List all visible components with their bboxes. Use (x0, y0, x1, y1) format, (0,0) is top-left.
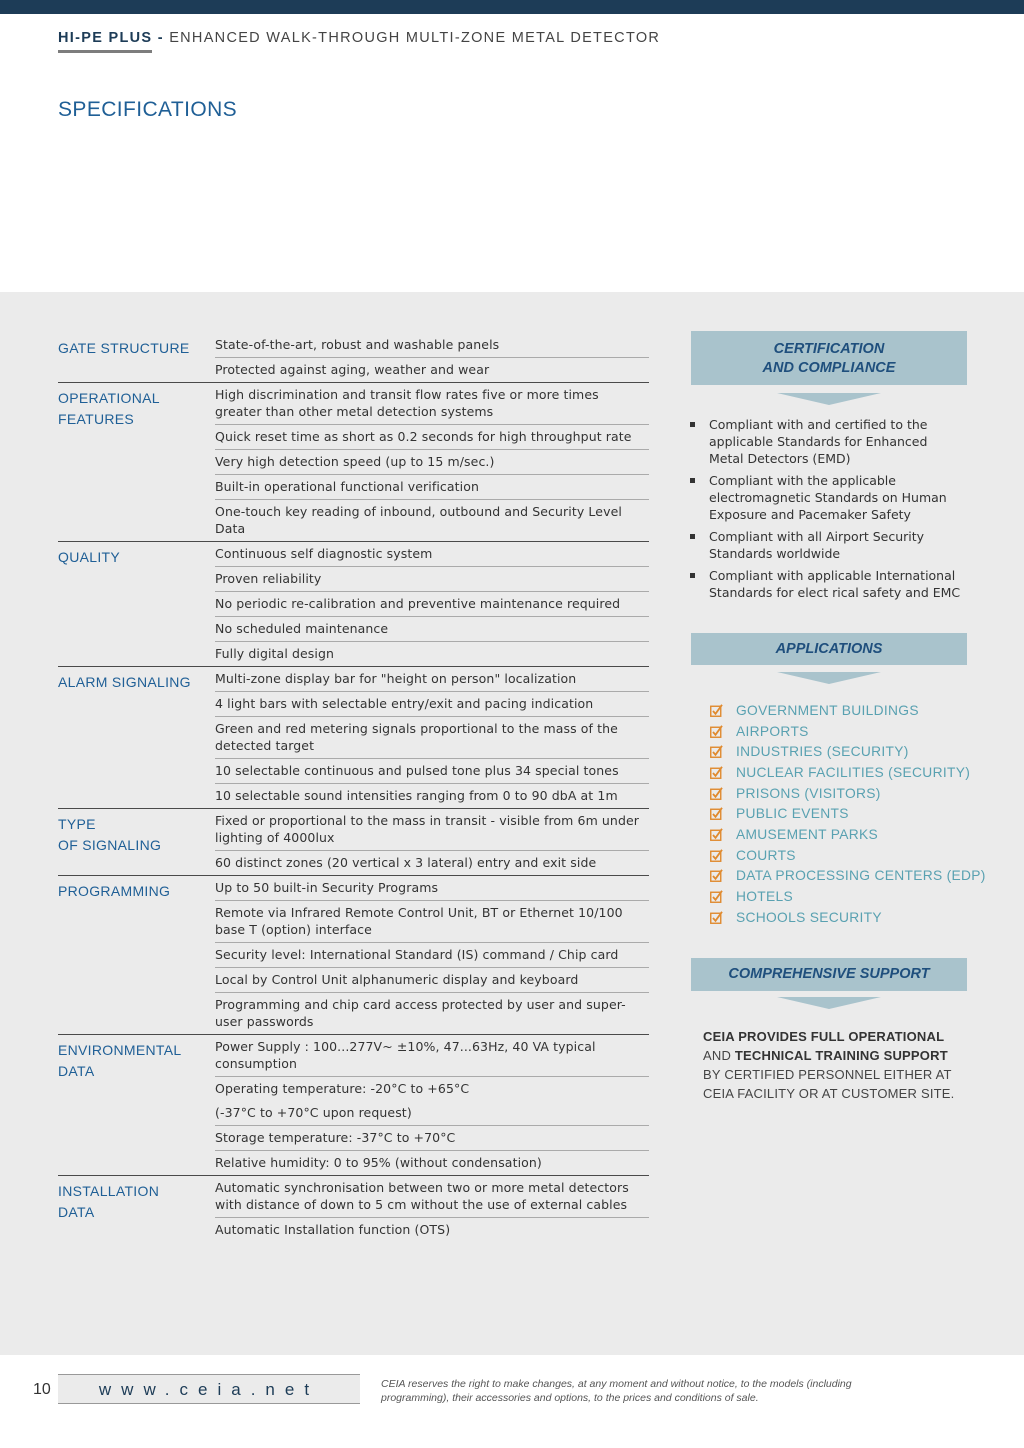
support-bold-2: TECHNICAL TRAINING SUPPORT (734, 1048, 948, 1063)
applications-title: APPLICATIONS (691, 633, 967, 665)
certification-item (690, 567, 965, 601)
application-item (710, 824, 986, 845)
spec-row: Fully digital design (215, 646, 335, 661)
spec-rows (215, 1176, 649, 1242)
support-bold-1: CEIA PROVIDES FULL OPERATIONAL (703, 1029, 945, 1044)
spec-row: Operating temperature: -20°C to +65°C (215, 1081, 470, 1096)
application-item (710, 845, 986, 866)
spec-row: Automatic synchronisation between two or more metal detectors with distance of down to 5 cm without the use of external cables (215, 1176, 649, 1218)
application-item (710, 866, 986, 887)
application-item (710, 907, 986, 928)
spec-row: 60 distinct zones (20 vertical x 3 lateral) entry and exit side (215, 855, 597, 870)
spec-row: Multi-zone display bar for "height on person" localization (215, 667, 649, 692)
spec-rows (215, 876, 649, 1034)
application-item (710, 762, 986, 783)
certification-arrow-icon (777, 393, 881, 405)
square-bullet-icon (690, 422, 695, 427)
support-and: AND (703, 1048, 732, 1063)
spec-group-label-line: DATA (58, 1063, 95, 1079)
checkbox-checked-icon (710, 828, 723, 841)
spec-group (58, 1035, 649, 1176)
application-item-text: PUBLIC EVENTS (736, 806, 849, 822)
spec-rows (215, 1035, 649, 1175)
application-item-text: AMUSEMENT PARKS (736, 826, 878, 842)
certification-item (690, 528, 965, 562)
application-item-text: PRISONS (VISITORS) (736, 785, 881, 801)
square-bullet-icon (690, 478, 695, 483)
spec-group (58, 876, 649, 1035)
spec-group-label-line: DATA (58, 1204, 95, 1220)
spec-rows (215, 809, 649, 875)
certification-title-line1: CERTIFICATION (773, 341, 885, 357)
spec-group-label-line: OF SIGNALING (58, 837, 162, 853)
certification-list (690, 416, 965, 606)
spec-group-label (58, 667, 215, 808)
spec-group-label-line: TYPE (58, 816, 96, 832)
spec-group-label (58, 1035, 215, 1175)
applications-arrow-icon (777, 672, 881, 684)
spec-row: 10 selectable continuous and pulsed tone plus 34 special tones (215, 759, 649, 784)
certification-title (691, 331, 967, 385)
application-item (710, 721, 986, 742)
spec-group-label-line: PROGRAMMING (58, 883, 171, 899)
spec-row: 4 light bars with selectable entry/exit and pacing indication (215, 692, 649, 717)
application-item-text: HOTELS (736, 889, 794, 905)
header-underline (58, 50, 152, 53)
spec-rows (215, 333, 649, 382)
certification-item-text: Compliant with and certified to the applicable Standards for Enhanced Metal Detectors (EMD) (709, 417, 928, 466)
support-rest: BY CERTIFIED PERSONNEL EITHER AT CEIA FACILITY OR AT CUSTOMER SITE. (703, 1067, 955, 1101)
application-item-text: DATA PROCESSING CENTERS (EDP) (736, 868, 986, 884)
square-bullet-icon (690, 573, 695, 578)
spec-row: Up to 50 built-in Security Programs (215, 876, 649, 901)
support-arrow-icon (777, 997, 881, 1009)
application-item (710, 741, 986, 762)
square-bullet-icon (690, 534, 695, 539)
spec-group (58, 383, 649, 542)
certification-item (690, 472, 965, 523)
spec-rows (215, 383, 649, 541)
spec-rows (215, 542, 649, 666)
spec-row: Fixed or proportional to the mass in transit - visible from 6m under lighting of 4000lux (215, 809, 649, 851)
spec-group (58, 809, 649, 876)
spec-row: Local by Control Unit alphanumeric display and keyboard (215, 968, 649, 993)
certification-title-line2: AND COMPLIANCE (762, 360, 896, 376)
spec-group-label (58, 333, 215, 382)
spec-row: Continuous self diagnostic system (215, 542, 649, 567)
application-item (710, 803, 986, 824)
checkbox-checked-icon (710, 745, 723, 758)
checkbox-checked-icon (710, 807, 723, 820)
document-header (58, 30, 660, 46)
spec-row: Protected against aging, weather and wear (215, 362, 490, 377)
header-brand: HI-PE PLUS - (58, 30, 164, 46)
spec-row: Built-in operational functional verification (215, 475, 649, 500)
certification-item-text: Compliant with all Airport Security Standards worldwide (709, 529, 925, 561)
checkbox-checked-icon (710, 911, 723, 924)
certification-item-text: Compliant with applicable International Standards for elect rical safety and EMC (709, 568, 961, 600)
spec-group-label-line: INSTALLATION (58, 1183, 160, 1199)
certification-item (690, 416, 965, 467)
spec-row: Power Supply : 100...277V~ ±10%, 47...63Hz, 40 VA typical consumption (215, 1035, 649, 1077)
spec-row: Remote via Infrared Remote Control Unit, BT or Ethernet 10/100 base T (option) interface (215, 901, 649, 943)
spec-row: Quick reset time as short as 0.2 seconds for high throughput rate (215, 425, 649, 450)
checkbox-checked-icon (710, 890, 723, 903)
page-number: 10 (33, 1381, 51, 1398)
spec-group-label (58, 383, 215, 541)
spec-row: Very high detection speed (up to 15 m/sec.) (215, 450, 649, 475)
checkbox-checked-icon (710, 849, 723, 862)
spec-rows (215, 667, 649, 808)
spec-row: Green and red metering signals proportional to the mass of the detected target (215, 717, 649, 759)
application-item (710, 700, 986, 721)
spec-row: Programming and chip card access protected by user and super-user passwords (215, 997, 626, 1029)
applications-list (710, 700, 986, 928)
spec-group-label-line: ALARM SIGNALING (58, 674, 191, 690)
spec-group-label-line: FEATURES (58, 411, 135, 427)
spec-row: Relative humidity: 0 to 95% (without condensation) (215, 1155, 542, 1170)
spec-row: Security level: International Standard (IS) command / Chip card (215, 943, 649, 968)
spec-row: High discrimination and transit flow rates five or more times greater than other metal detection systems (215, 383, 649, 425)
spec-group-label (58, 1176, 215, 1242)
spec-group (58, 1176, 649, 1242)
specifications-table (58, 333, 649, 1242)
spec-row: Storage temperature: -37°C to +70°C (215, 1126, 649, 1151)
spec-row: No periodic re-calibration and preventive maintenance required (215, 592, 649, 617)
spec-group-label-line: QUALITY (58, 549, 121, 565)
top-bar (0, 0, 1024, 14)
checkbox-checked-icon (710, 787, 723, 800)
spec-row: One-touch key reading of inbound, outbound and Security Level Data (215, 504, 622, 536)
checkbox-checked-icon (710, 869, 723, 882)
spec-row: Proven reliability (215, 567, 649, 592)
website-link[interactable]: www.ceia.net (98, 1380, 320, 1399)
spec-group-label-line: ENVIRONMENTAL (58, 1042, 182, 1058)
spec-group-label (58, 809, 215, 875)
spec-row: State-of-the-art, robust and washable panels (215, 333, 649, 358)
spec-row: (-37°C to +70°C upon request) (215, 1101, 649, 1126)
application-item-text: AIRPORTS (736, 723, 809, 739)
checkbox-checked-icon (710, 704, 723, 717)
disclaimer: CEIA reserves the right to make changes, at any moment and without notice, to the models (including programming), their accessories and options, to the prices and conditions of sale. (381, 1378, 852, 1404)
certification-item-text: Compliant with the applicable electromagnetic Standards on Human Exposure and Pacemaker Safety (709, 473, 947, 522)
spec-group (58, 542, 649, 667)
application-item (710, 886, 986, 907)
application-item (710, 783, 986, 804)
spec-group-label (58, 876, 215, 1034)
spec-row: Automatic Installation function (OTS) (215, 1222, 451, 1237)
spec-group-label-line: GATE STRUCTURE (58, 340, 190, 356)
page-title: SPECIFICATIONS (58, 98, 238, 121)
application-item-text: COURTS (736, 847, 796, 863)
support-title: COMPREHENSIVE SUPPORT (691, 958, 967, 991)
support-text (703, 1027, 973, 1103)
spec-group-label-line: OPERATIONAL (58, 390, 160, 406)
application-item-text: NUCLEAR FACILITIES (SECURITY) (736, 764, 971, 780)
spec-row: No scheduled maintenance (215, 617, 649, 642)
checkbox-checked-icon (710, 725, 723, 738)
application-item-text: SCHOOLS SECURITY (736, 909, 882, 925)
spec-group (58, 333, 649, 383)
spec-group (58, 667, 649, 809)
application-item-text: GOVERNMENT BUILDINGS (736, 702, 919, 718)
checkbox-checked-icon (710, 766, 723, 779)
header-subtitle: ENHANCED WALK-THROUGH MULTI-ZONE METAL DETECTOR (169, 30, 661, 46)
spec-group-label (58, 542, 215, 666)
application-item-text: INDUSTRIES (SECURITY) (736, 744, 909, 760)
spec-row: 10 selectable sound intensities ranging from 0 to 90 dbA at 1m (215, 788, 618, 803)
